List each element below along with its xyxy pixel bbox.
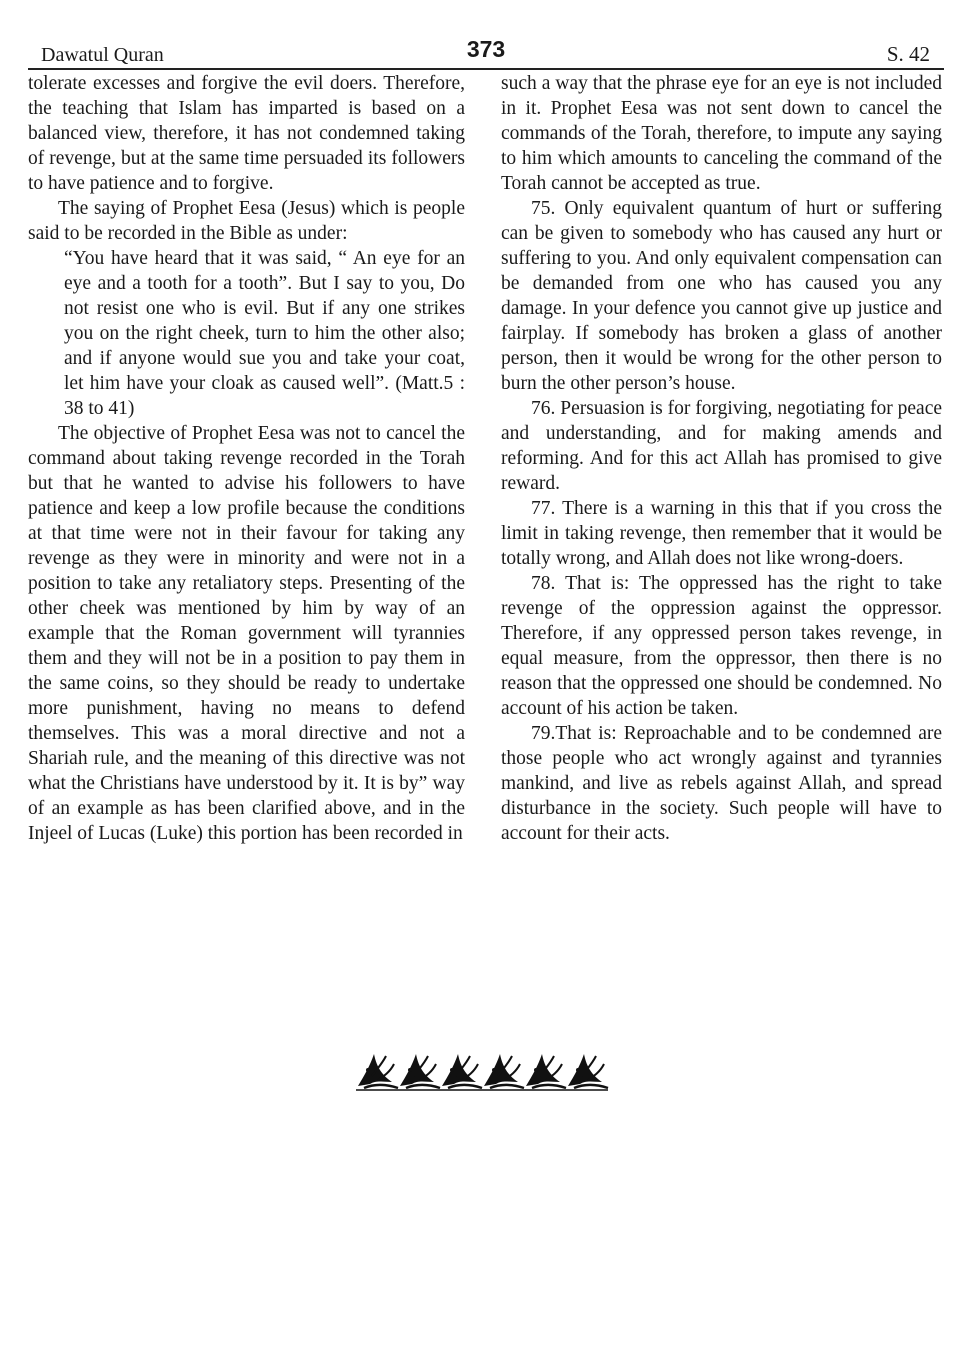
page-number: 373 [466, 36, 506, 62]
note-75: 75. Only equivalent quantum of hurt or suffering can be given to somebody who has caused any hurt or suffering to you. And only equivalent compensation can be demanded from one who has caused you any damage. In your defence you cannot give up justice and fairplay. If somebody has broken a glass of another person, then it would be wrong for the other person to burn the other person’s house. [501, 198, 942, 394]
bible-quote: “You have heard that it was said, “ An eye for an eye and a tooth for a tooth”. But I say to you, Do not resist one who is evil. But if any one strikes you on the right cheek, turn to him the other also; and if anyone would sue you and take your coat, let him have your cloak as caused well”. (Matt.5 : 38 to 41) [64, 248, 465, 419]
note-76: 76. Persuasion is for forgiving, negotiating for peace and understanding, and for making amends and reforming. And for this act Allah has promised to give reward. [501, 398, 942, 494]
note-77: 77. There is a warning in this that if you cross the limit in taking revenge, then remember that it would be totally wrong, and Allah does not like wrong-doers. [501, 498, 942, 569]
left-column [28, 71, 465, 846]
paragraph: such a way that the phrase eye for an eye is not included in it. Prophet Eesa was not sent down to cancel the commands of the Torah, therefore, to impute any saying to him which amounts to canceling the command of the Torah cannot be accepted as true. [501, 73, 942, 194]
note-79: 79.That is: Reproachable and to be condemned are those people who act wrongly against and tyrannies mankind, and live as rebels against Allah, and spread disturbance in the society. Such people will have to account for their acts. [501, 723, 942, 844]
calligraphy-divider-icon [356, 1046, 610, 1092]
paragraph: The objective of Prophet Eesa was not to cancel the command about taking revenge recorded in the Torah but that he wanted to advise his followers to have patience and keep a low profile because the conditions at that time were not in their favour for taking any revenge as they were in minority and were not in a position to take any retaliatory steps. Presenting of the other cheek was mentioned by him by way of an example that the Roman government will tyrannies them and they will not be in a position to pay them in the same coins, so they should be ready to undertake more punishment, having no means to defend themselves. This was a moral directive and not a Shariah rule, and the meaning of this directive was not what the Christians have understood by it. It is by” way of an example as has been clarified above, and in the Injeel of Lucas (Luke) this portion has been recorded in [28, 423, 465, 844]
note-78: 78. That is: The oppressed has the right to take revenge of the oppression against the oppressor. Therefore, if any oppressed person takes revenge, in equal measure, from the oppressor, then there is no reason that the oppressed one should be condemned. No account of his action be taken. [501, 573, 942, 719]
book-title: Dawatul Quran [41, 44, 164, 66]
paragraph: The saying of Prophet Eesa (Jesus) which is people said to be recorded in the Bible as under: [28, 198, 465, 244]
paragraph: tolerate excesses and forgive the evil doers. Therefore, the teaching that Islam has imparted is based on a balanced view, therefore, it has not condemned taking of revenge, but at the same time persuaded its followers to have patience and to forgive. [28, 73, 465, 194]
surah-number: S. 42 [886, 42, 930, 66]
right-column [501, 71, 942, 846]
page-header [28, 38, 944, 70]
